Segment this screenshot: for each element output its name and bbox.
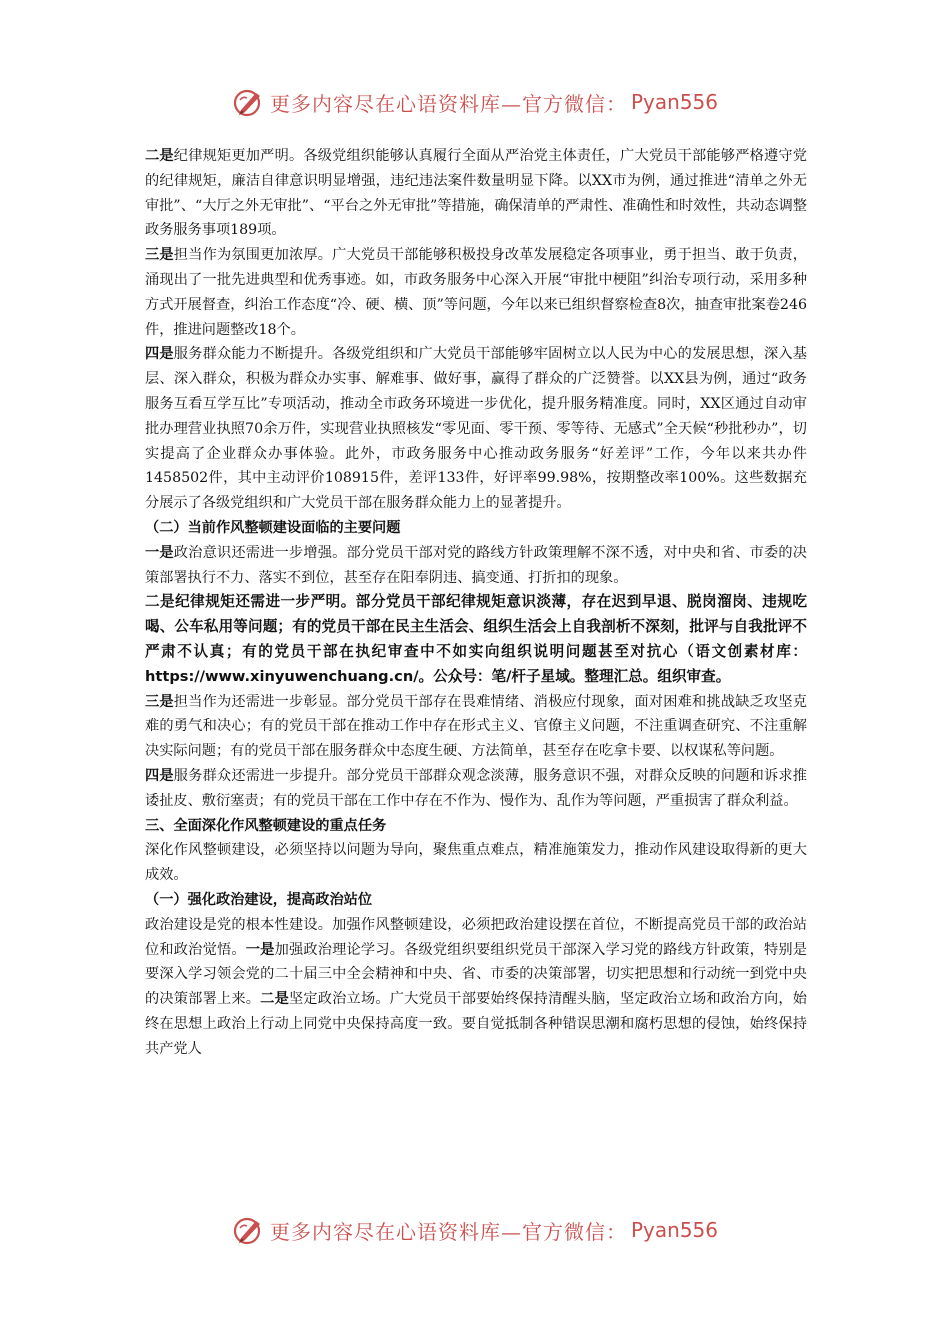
header-watermark <box>0 80 950 124</box>
paragraph-text: 纪律规矩更加严明。各级党组织能够认真履行全面从严治党主体责任，广大党员干部能够严格遵守党的纪律规矩，廉洁自律意识明显增强，违纪违法案件数量明显下降。以XX市为例，通过推进“清单之外无审批”、“大厅之外无审批”、“平台之外无审批”等措施，确保清单的严肃性、准确性和时效性，共动态调整政务服务事项189项。 <box>145 148 807 239</box>
paragraph-lead: 三是 <box>145 693 174 710</box>
paragraph <box>145 764 807 814</box>
paragraph-lead: 二是 <box>145 148 174 164</box>
paragraph-text: 服务群众还需进一步提升。部分党员干部群众观念淡薄，服务意识不强，对群众反映的问题和诉求推诿扯皮、敷衍塞责；有的党员干部在工作中存在不作为、慢作为、乱作为等问题，严重损害了群众利益。 <box>145 767 807 809</box>
paragraph-lead: 三是 <box>145 247 174 264</box>
watermark-text: 更多内容尽在心语资料库—官方微信： <box>269 91 627 116</box>
paragraph-text: 服务群众能力不断提升。各级党组织和广大党员干部能够牢固树立以人民为中心的发展思想，深入基层、深入群众，积极为群众办实事、解难事、做好事，赢得了群众的广泛赞誉。以XX县为例，通过“政务服务互看互学互比”专项活动，推动全市政务环境进一步优化，提升服务精准度。同时，XX区通过自动审批办理营业执照70余万件，实现营业执照核发“零见面、零干预、零等待、无感式”全天候“秒批秒办”，切实提高了企业群众办事体验。此外，市政务服务中心推动政务服务“好差评”工作，今年以来共办件1458502件，其中主动评价108915件，差评133件，好评率99.98%，按期整改率100%。这些数据充分展示了各级党组织和广大党员干部在服务群众能力上的显著提升。 <box>145 346 807 512</box>
section-heading: （一）强化政治建设，提高政治站位 <box>145 891 373 908</box>
paragraph-lead: 一是 <box>145 544 174 561</box>
paragraph <box>145 541 807 591</box>
footer-watermark <box>0 1208 950 1252</box>
paragraph-lead: 四是 <box>145 767 174 784</box>
watermark-text: 更多内容尽在心语资料库—官方微信： <box>269 1219 627 1244</box>
chapter-heading: 三、全面深化作风整顿建设的重点任务 <box>145 817 387 834</box>
paragraph-text: 坚定政治立场。广大党员干部要始终保持清醒头脑，坚定政治立场和政治方向，始终在思想上政治上行动上同党中央保持高度一致。要自觉抵制各种错误思潮和腐朽思想的侵蚀，始终保持共产党人 <box>145 991 807 1057</box>
paragraph-lead: 一是 <box>245 941 275 958</box>
paragraph <box>145 243 807 342</box>
paragraph-text: 加强政治理论学习。各级党组织要组织党员干部深入学习党的路线方针政策，特别是要深入学习领会党的二十届三中全会精神和中央、省、市委的决策部署，切实把思想和行动统一到党中央的决策部署上来。 <box>145 941 807 1008</box>
paragraph-lead: 二是 <box>260 991 289 1008</box>
paragraph: 深化作风整顿建设，必须坚持以问题为导向，聚焦重点难点，精准施策发力，推动作风建设取得新的更大成效。 <box>145 842 807 884</box>
watermark-wechat-id: Pyan556 <box>630 1218 718 1242</box>
paragraph-text: 政治建设是党的根本性建设。加强作风整顿建设，必须把政治建设摆在首位，不断提高党员干部的政治站位和政治觉悟。 <box>145 916 807 958</box>
paragraph <box>145 144 807 243</box>
paragraph-bold: 二是纪律规矩还需进一步严明。部分党员干部纪律规矩意识淡薄，存在迟到早退、脱岗溜岗、违规吃喝、公车私用等问题；有的党员干部在民主生活会、组织生活会上自我剖析不深刻，批评与自我批评不严肃不认真；有的党员干部在执纪审查中不如实向组织说明问题甚至对抗心（语文创素材库：https://www.xinyuwenchuang.cn/。公众号：笔/杆子星域。整理汇总。组织审查。 <box>145 593 807 685</box>
paragraph-lead: 四是 <box>145 346 174 363</box>
paragraph <box>145 342 807 516</box>
paragraph <box>145 690 807 764</box>
document-body <box>145 144 807 1061</box>
paragraph-text: 担当作为还需进一步彰显。部分党员干部存在畏难情绪、消极应付现象，面对困难和挑战缺乏攻坚克难的勇气和决心；有的党员干部在推动工作中存在形式主义、官僚主义问题，不注重调查研究、不注重解决实际问题；有的党员干部在服务群众中态度生硬、方法简单，甚至存在吃拿卡要、以权谋私等问题。 <box>145 693 807 760</box>
paragraph-text: 担当作为氛围更加浓厚。广大党员干部能够积极投身改革发展稳定各项事业，勇于担当、敢于负责，涌现出了一批先进典型和优秀事迹。如，市政务服务中心深入开展“审批中梗阻”纠治专项行动，采用多种方式开展督查，纠治工作态度“冷、硬、横、顶”等问题，今年以来已组织督察检查8次，抽查审批案卷246件，推进问题整改18个。 <box>145 247 807 338</box>
paragraph <box>145 913 807 1062</box>
pen-logo-icon <box>232 1213 266 1247</box>
pen-logo-icon <box>232 85 266 119</box>
paragraph-text: 政治意识还需进一步增强。部分党员干部对党的路线方针政策理解不深不透，对中央和省、市委的决策部署执行不力、落实不到位，甚至存在阳奉阴违、搞变通、打折扣的现象。 <box>145 544 807 586</box>
section-heading: （二）当前作风整顿建设面临的主要问题 <box>145 519 401 536</box>
watermark-wechat-id: Pyan556 <box>630 90 718 114</box>
